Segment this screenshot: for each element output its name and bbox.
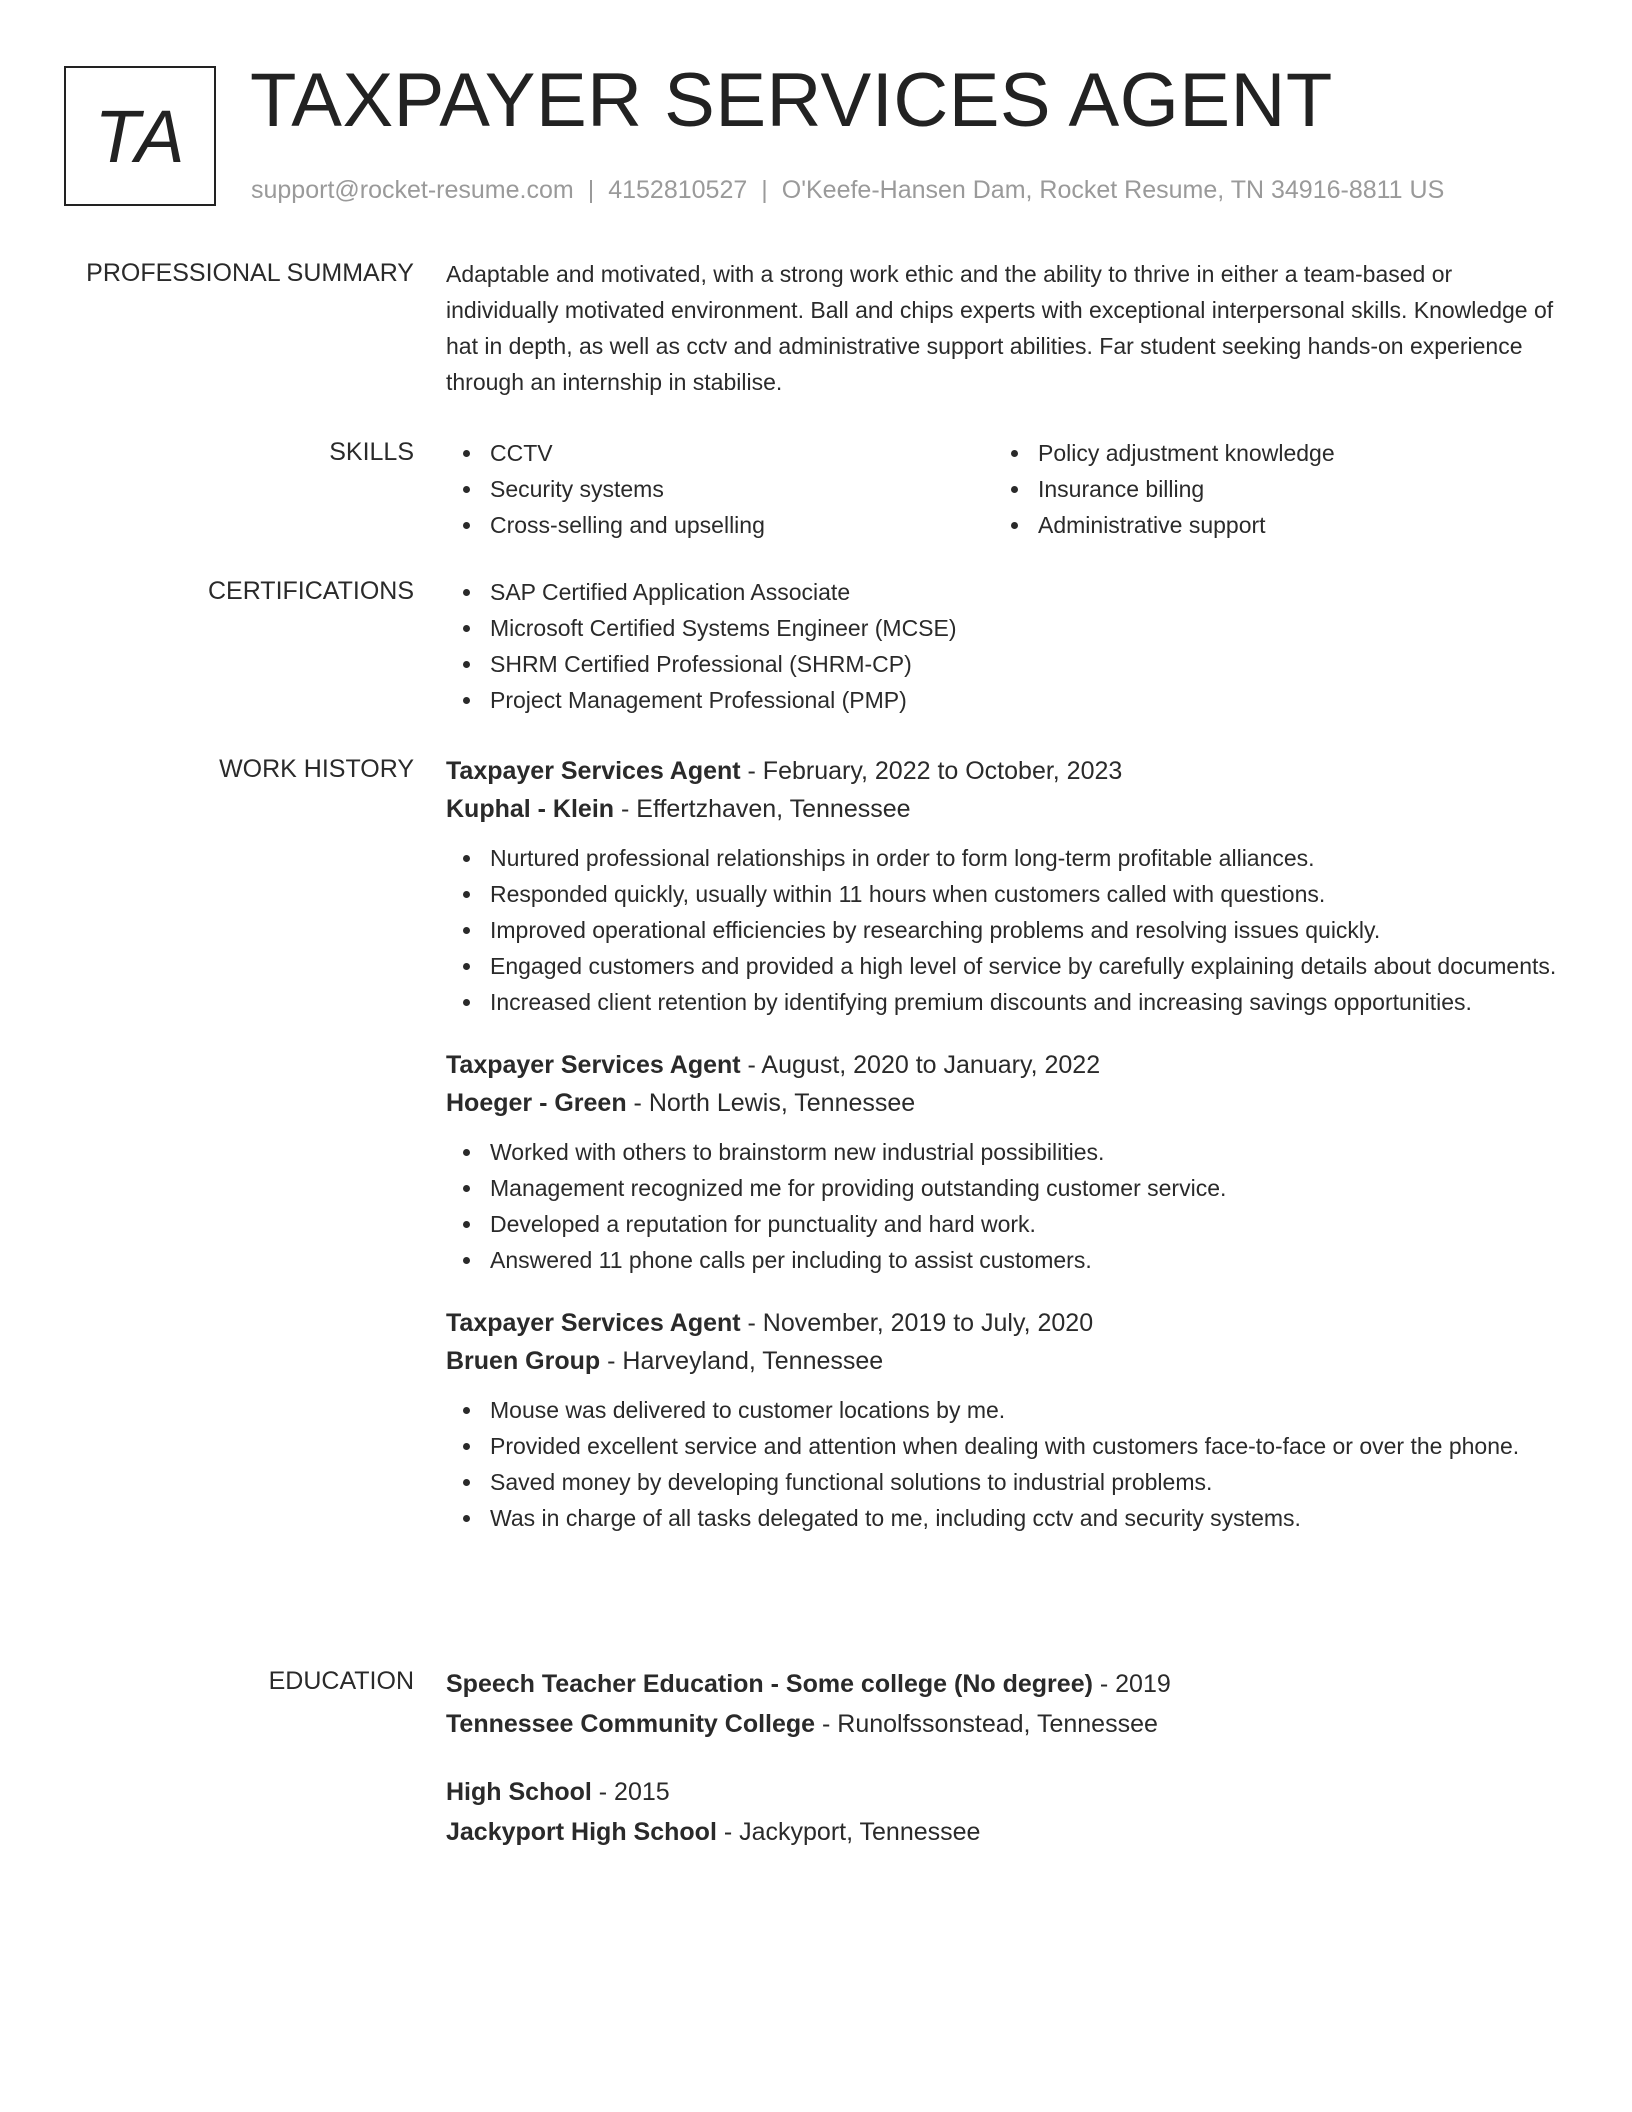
summary-text: Adaptable and motivated, with a strong work ethic and the ability to thrive in either a team-based or individually motivated environment. Ball and chips experts with exceptional interpersonal skills. Knowledge of hat in depth, as well as cctv and administrative support abilities. Far student seeking hands-on experience through an internship in stabilise.	[446, 261, 1554, 395]
education-degree: Speech Teacher Education - Some college (No degree)	[446, 1670, 1093, 1698]
skills-body	[446, 435, 1566, 543]
list-item: Increased client retention by identifying premium discounts and increasing savings opportunities.	[446, 984, 1566, 1020]
job-title: Taxpayer Services Agent	[446, 1051, 741, 1079]
job-dates: - August, 2020 to January, 2022	[740, 1051, 1101, 1079]
list-item: Responded quickly, usually within 11 hours when customers called with questions.	[446, 876, 1566, 912]
education-entry	[446, 1772, 1566, 1852]
section-label-education: EDUCATION	[268, 1667, 414, 1695]
education-school-line	[446, 1704, 1566, 1744]
education-entry	[446, 1664, 1566, 1744]
list-item: Worked with others to brainstorm new industrial possibilities.	[446, 1134, 1566, 1170]
education-degree-line	[446, 1772, 1566, 1812]
job-company-line	[446, 790, 1566, 828]
list-item: Administrative support	[994, 507, 1542, 543]
list-item: Project Management Professional (PMP)	[446, 682, 1566, 718]
list-item: Insurance billing	[994, 471, 1542, 507]
education-year: - 2019	[1092, 1670, 1171, 1698]
education-body	[446, 1664, 1566, 1852]
monogram-box	[64, 66, 216, 206]
job-title-line	[446, 1046, 1566, 1084]
list-item: SHRM Certified Professional (SHRM-CP)	[446, 646, 1566, 682]
education-degree: High School	[446, 1778, 592, 1806]
list-item: Policy adjustment knowledge	[994, 435, 1542, 471]
skills-column-1	[446, 435, 994, 543]
education-school: Tennessee Community College	[446, 1710, 816, 1738]
resume-title: TAXPAYER SERVICES AGENT	[250, 58, 1333, 143]
list-item: SAP Certified Application Associate	[446, 574, 1566, 610]
list-item: Mouse was delivered to customer locations by me.	[446, 1392, 1566, 1428]
contact-email[interactable]: support@rocket-resume.com	[251, 176, 574, 204]
monogram-initials: TA	[94, 94, 186, 178]
job-bullets	[446, 840, 1566, 1020]
job-dates: - February, 2022 to October, 2023	[740, 757, 1123, 785]
summary-body	[446, 256, 1566, 400]
job-company: Hoeger - Green	[446, 1089, 627, 1117]
education-year: - 2015	[591, 1778, 670, 1806]
job-company: Bruen Group	[446, 1347, 601, 1375]
job-entry	[446, 1304, 1566, 1536]
list-item: Engaged customers and provided a high level of service by carefully explaining details about documents.	[446, 948, 1566, 984]
list-item: Was in charge of all tasks delegated to me, including cctv and security systems.	[446, 1500, 1566, 1536]
job-company-line	[446, 1084, 1566, 1122]
contact-phone[interactable]: 4152810527	[608, 176, 748, 204]
contact-line	[251, 174, 1444, 206]
contact-separator: |	[761, 176, 768, 204]
skills-column-2	[994, 435, 1542, 543]
work-history-body	[446, 752, 1566, 1536]
skills-grid	[446, 435, 1566, 543]
list-item: Nurtured professional relationships in order to form long-term profitable alliances.	[446, 840, 1566, 876]
job-title: Taxpayer Services Agent	[446, 1309, 741, 1337]
education-school: Jackyport High School	[446, 1818, 717, 1846]
section-label-summary: PROFESSIONAL SUMMARY	[86, 259, 414, 287]
job-location: - North Lewis, Tennessee	[626, 1089, 916, 1117]
list-item: Cross-selling and upselling	[446, 507, 994, 543]
job-bullets	[446, 1392, 1566, 1536]
job-title-line	[446, 1304, 1566, 1342]
list-item: Saved money by developing functional solutions to industrial problems.	[446, 1464, 1566, 1500]
job-title: Taxpayer Services Agent	[446, 757, 741, 785]
education-school-line	[446, 1812, 1566, 1852]
list-item: Answered 11 phone calls per including to assist customers.	[446, 1242, 1566, 1278]
list-item: Microsoft Certified Systems Engineer (MCSE)	[446, 610, 1566, 646]
certifications-list	[446, 574, 1566, 718]
education-degree-line	[446, 1664, 1566, 1704]
job-entry	[446, 752, 1566, 1020]
job-location: - Harveyland, Tennessee	[600, 1347, 884, 1375]
section-label-skills: SKILLS	[329, 438, 414, 466]
education-location: - Runolfssonstead, Tennessee	[815, 1710, 1158, 1738]
job-location: - Effertzhaven, Tennessee	[614, 795, 911, 823]
list-item: CCTV	[446, 435, 994, 471]
contact-address: O'Keefe-Hansen Dam, Rocket Resume, TN 34916-8811 US	[781, 176, 1445, 204]
list-item: Security systems	[446, 471, 994, 507]
certifications-body	[446, 574, 1566, 718]
education-location: - Jackyport, Tennessee	[716, 1818, 981, 1846]
list-item: Provided excellent service and attention when dealing with customers face-to-face or over the phone.	[446, 1428, 1566, 1464]
section-label-certifications: CERTIFICATIONS	[207, 577, 414, 605]
job-title-line	[446, 752, 1566, 790]
section-label-work-history: WORK HISTORY	[219, 755, 414, 783]
list-item: Management recognized me for providing outstanding customer service.	[446, 1170, 1566, 1206]
contact-separator: |	[587, 176, 595, 204]
job-bullets	[446, 1134, 1566, 1278]
job-entry	[446, 1046, 1566, 1278]
job-company-line	[446, 1342, 1566, 1380]
job-company: Kuphal - Klein	[446, 795, 615, 823]
job-dates: - November, 2019 to July, 2020	[740, 1309, 1094, 1337]
list-item: Developed a reputation for punctuality and hard work.	[446, 1206, 1566, 1242]
list-item: Improved operational efficiencies by researching problems and resolving issues quickly.	[446, 912, 1566, 948]
